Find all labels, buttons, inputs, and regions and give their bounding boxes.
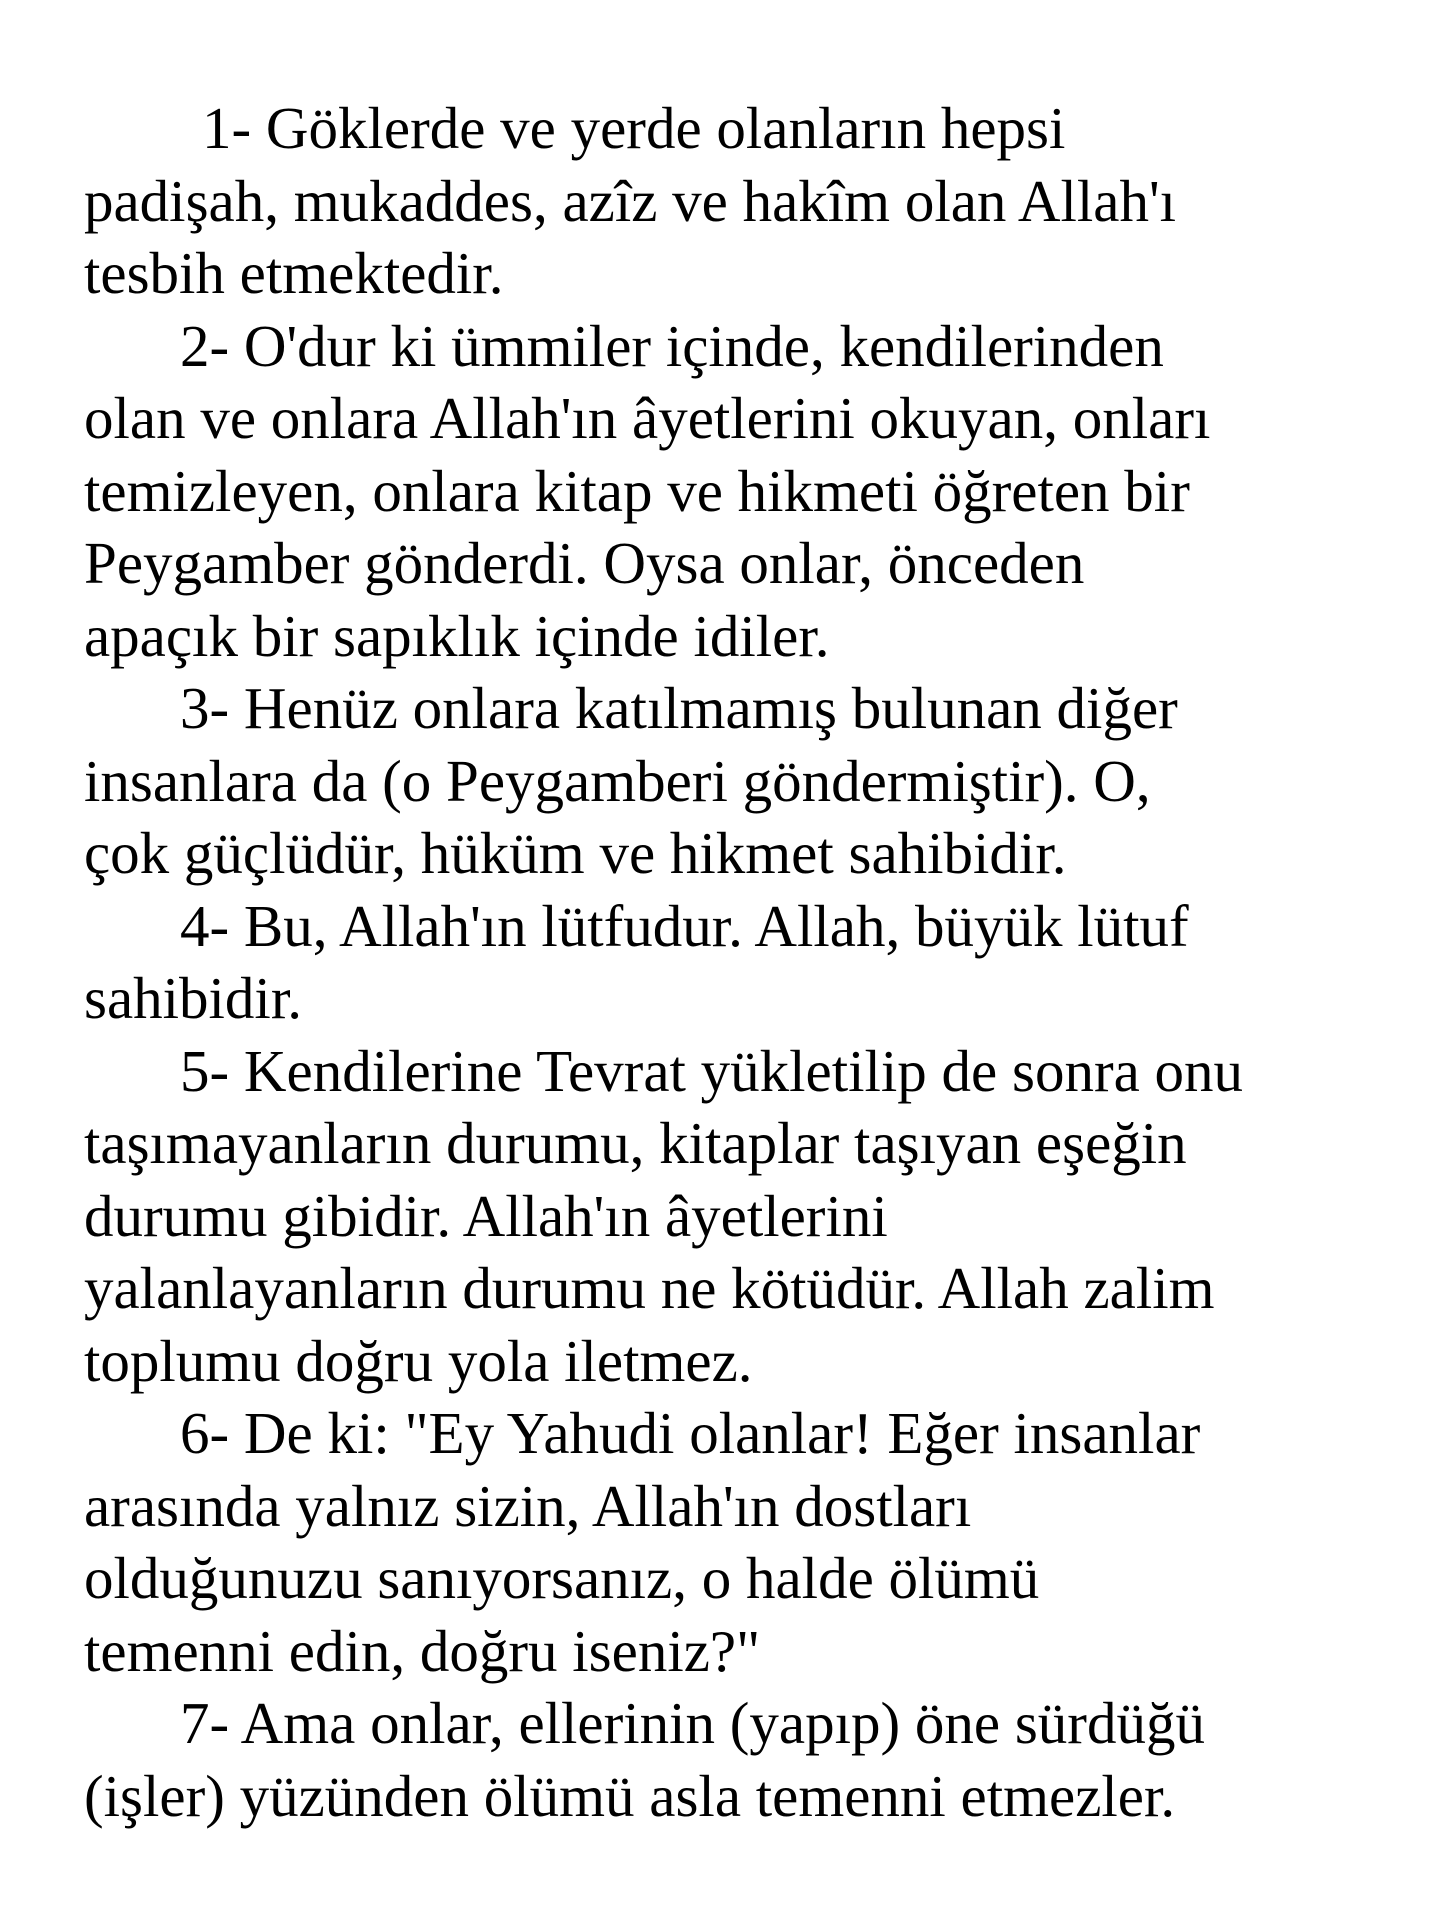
verse-1-line-3: tesbih etmektedir. [84,240,504,306]
verse-6-line-1: 6- De ki: "Ey Yahudi olanlar! Eğer insanlar [180,1400,1201,1466]
verse-5-line-2: taşımayanların durumu, kitaplar taşıyan eşeğin [84,1110,1187,1176]
verse-2-line-1: 2- O'dur ki ümmiler içinde, kendilerinden [180,312,1164,379]
verse-2-line-5: apaçık bir sapıklık içinde idiler. [84,602,830,669]
verse-2-line-2: olan ve onlara Allah'ın âyetlerini okuyan, onları [84,385,1211,451]
verse-7-line-2: (işler) yüzünden ölümü asla temenni etmezler. [84,1762,1176,1829]
verse-3-line-1: 3- Henüz onlara katılmamış bulunan diğer [180,675,1178,741]
verse-5-line-4: yalanlayanların durumu ne kötüdür. Allah zalim [84,1255,1215,1321]
verse-6-line-3: olduğunuzu sanıyorsanız, o halde ölümü [84,1545,1040,1611]
verse-5-line-3: durumu gibidir. Allah'ın âyetlerini [84,1182,888,1249]
verse-3-line-3: çok güçlüdür, hüküm ve hikmet sahibidir. [84,820,1067,886]
verse-5-line-1: 5- Kendilerine Tevrat yükletilip de sonra onu [180,1037,1244,1104]
verse-5-line-5: toplumu doğru yola iletmez. [84,1327,753,1394]
verse-3-line-2: insanlara da (o Peygamberi göndermiştir). O, [84,747,1151,814]
verse-1-line-2: padişah, mukaddes, azîz ve hakîm olan Allah'ı [84,167,1176,234]
verse-2-line-4: Peygamber gönderdi. Oysa onlar, önceden [84,530,1085,596]
verse-2-line-3: temizleyen, onlara kitap ve hikmeti öğreten bir [84,457,1190,524]
verse-6-line-4: temenni edin, doğru iseniz?" [84,1617,761,1684]
verse-6-line-2: arasında yalnız sizin, Allah'ın dostları [84,1472,972,1539]
verse-4-line-2: sahibidir. [84,965,302,1031]
verse-7-line-1: 7- Ama onlar, ellerinin (yapıp) öne sürdüğü [180,1690,1205,1756]
verse-1-line-1: 1- Göklerde ve yerde olanların hepsi [202,95,1066,161]
verse-text-block [84,92,1414,1832]
verse-4-line-1: 4- Bu, Allah'ın lütfudur. Allah, büyük lütuf [180,892,1189,959]
